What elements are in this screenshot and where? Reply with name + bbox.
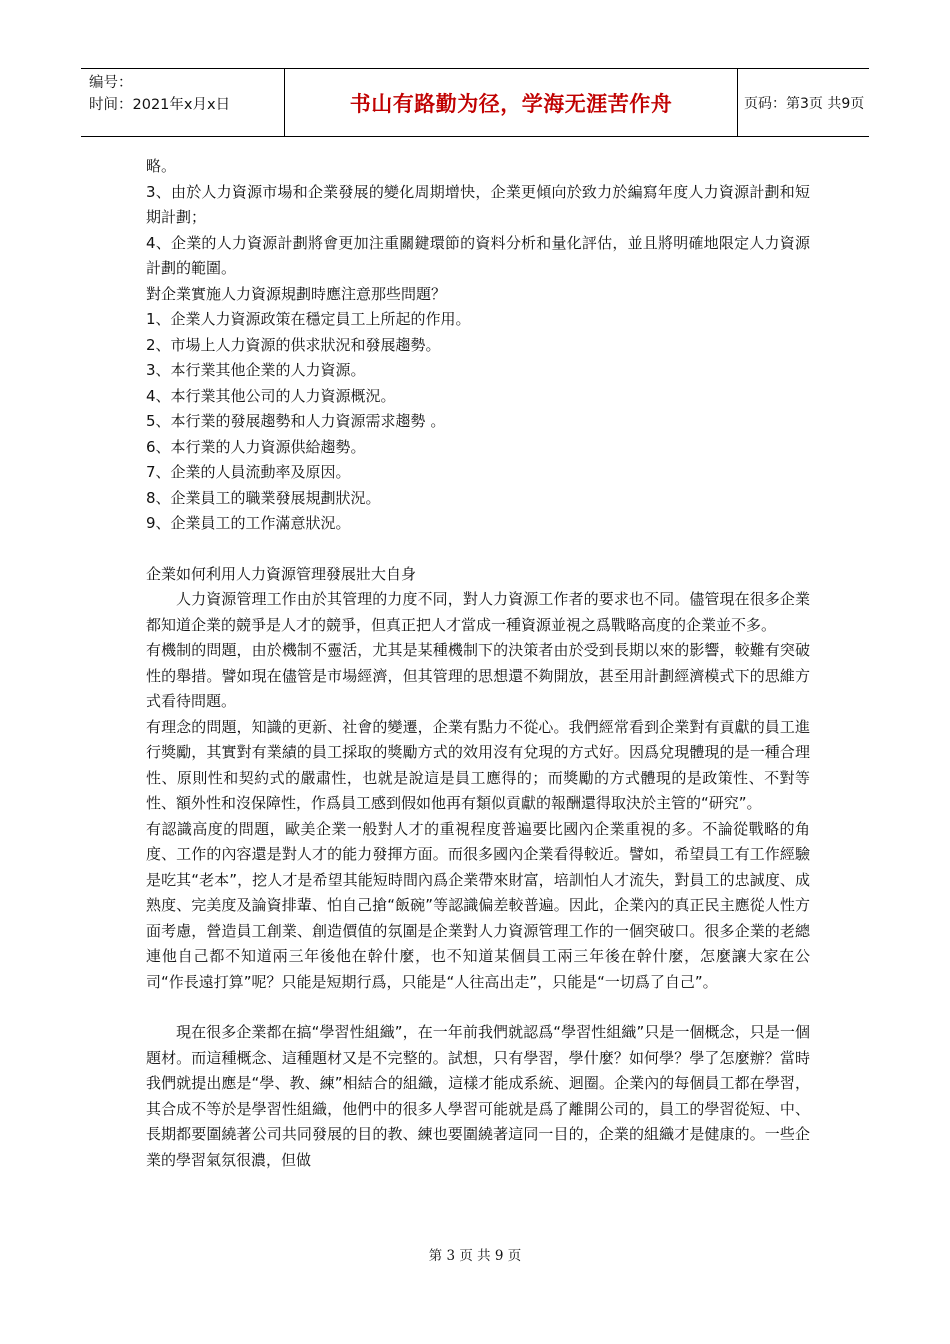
page-header xyxy=(81,68,869,137)
section-title: 企業如何利用人力資源管理發展壯大自身 xyxy=(146,564,417,583)
header-motto-cell xyxy=(285,69,738,136)
section-paragraph: 人力資源管理工作由於其管理的力度不同，對人力資源工作者的要求也不同。儘管現在很多企業都知道企業的競爭是人才的競爭，但真正把人才當成一種資源並視之爲戰略高度的企業並不多。 xyxy=(146,590,810,634)
header-meta xyxy=(81,69,285,136)
body-line: 略。 xyxy=(146,157,177,175)
body-line: 8、企業員工的職業發展規劃狀況。 xyxy=(146,488,381,507)
body-line: 3、由於人力資源市場和企業發展的變化周期增快，企業更傾向於致力於編寫年度人力資源計劃和短期計劃； xyxy=(146,182,810,226)
section-paragraph: 有機制的問題，由於機制不靈活，尤其是某種機制下的決策者由於受到長期以來的影響，較難有突破性的舉措。譬如現在儘管是市場經濟，但其管理的思想還不夠開放，甚至用計劃經濟模式下的思維方式看待問題。 xyxy=(146,641,810,710)
body-line: 6、本行業的人力資源供給趨勢。 xyxy=(146,437,366,456)
document-body xyxy=(146,154,810,1173)
body-line: 4、本行業其他公司的人力資源概況。 xyxy=(146,386,396,405)
body-line: 3、本行業其他企業的人力資源。 xyxy=(146,361,366,379)
body-line: 9、企業員工的工作滿意狀況。 xyxy=(146,514,351,532)
body-line: 5、本行業的發展趨勢和人力資源需求趨勢 。 xyxy=(146,412,446,430)
closing-paragraph: 現在很多企業都在搞“學習性組織”，在一年前我們就認爲“學習性組織”只是一個概念，只是一個題材。而這種概念、這種題材又是不完整的。試想，只有學習，學什麼？如何學？學了怎麼辦？當時我們就提出應是“學、教、練”相結合的組織，這樣才能成系統、迴圈。企業內的每個員工都在學習，其合成不等於是學習性組織，他們中的很多人學習可能就是爲了離開公司的，員工的學習從短、中、長期都要圍繞著公司共同發展的目的教、練也要圍繞著這同一目的，企業的組織才是健康的。一些企業的學習氣氛很濃，但做 xyxy=(146,1023,810,1169)
document-number-label: 编号： xyxy=(89,75,133,91)
body-line: 1、企業人力資源政策在穩定員工上所起的作用。 xyxy=(146,310,471,328)
page-code: 页码：第3页 共9页 xyxy=(744,95,865,112)
body-line: 7、企業的人員流動率及原因。 xyxy=(146,463,351,481)
section-paragraph: 有認識高度的問題，歐美企業一般對人才的重視程度普遍要比國內企業重視的多。不論從戰略的角度、工作的內容還是對人才的能力發揮方面。而很多國內企業看得較近。譬如，希望員工有工作經驗是吃其“老本”，挖人才是希望其能短時間內爲企業帶來財富，培訓怕人才流失，對員工的忠誠度、成熟度、完美度及論資排輩、怕自己搶“飯碗”等認識偏差較普遍。因此，企業內的真正民主應從人性方面考慮，營造員工創業、創造價值的氛圍是企業對人力資源管理工作的一個突破口。很多企業的老總連他自己都不知道兩三年後他在幹什麼，也不知道某個員工兩三年後在幹什麼，怎麼讓大家在公司“作長遠打算”呢？只能是短期行爲，只能是“人往高出走”，只能是“一切爲了自己”。 xyxy=(146,819,810,991)
page-footer: 第 3 页 共 9 页 xyxy=(428,1248,522,1264)
header-page-code-cell xyxy=(738,69,869,136)
section-paragraph: 有理念的問題，知識的更新、社會的變遷，企業有點力不從心。我們經常看到企業對有貢獻的員工進行獎勵，其實對有業績的員工採取的獎勵方式的效用沒有兌現的方式好。因爲兌現體現的是一種合理性、原則性和契約式的嚴肅性，也就是說這是員工應得的；而獎勵的方式體現的是政策性、不對等性、額外性和沒保障性，作爲員工感到假如他再有類似貢獻的報酬還得取決於主管的“研究”。 xyxy=(146,717,810,812)
body-line: 對企業實施人力資源規劃時應注意那些問題？ xyxy=(146,284,447,303)
body-line: 4、企業的人力資源計劃將會更加注重關鍵環節的資料分析和量化評估，並且將明確地限定人力資源計劃的範圍。 xyxy=(146,233,810,277)
motto: 书山有路勤为径，学海无涯苦作舟 xyxy=(349,90,673,116)
document-time-label: 时间：2021年x月x日 xyxy=(89,97,231,113)
body-line: 2、市場上人力資源的供求狀況和發展趨勢。 xyxy=(146,335,441,354)
